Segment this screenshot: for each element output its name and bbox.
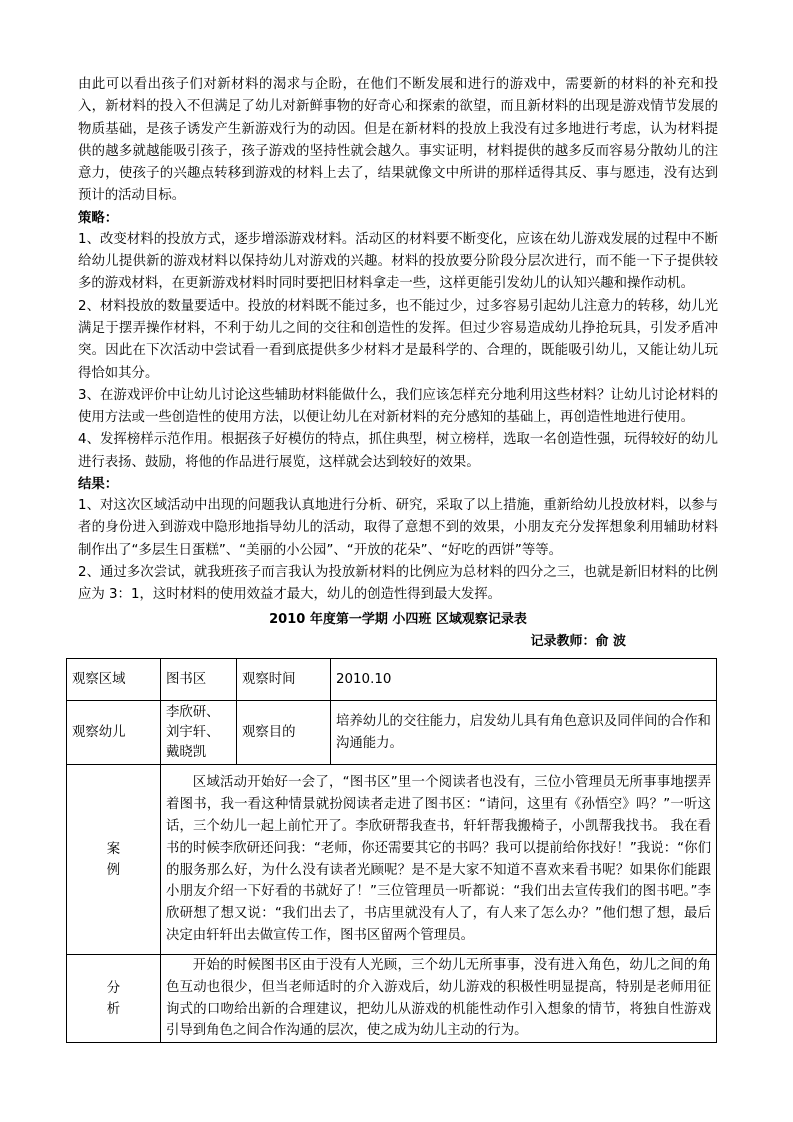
recorder-line: 记录教师：俞 波 <box>530 633 626 649</box>
document-page <box>78 74 718 653</box>
strategy-item-4: 4、发挥榜样示范作用。根据孩子好模仿的特点，抓住典型，树立榜样，选取一名创造性强，玩得较好的幼儿进行表扬、鼓励，将他的作品进行展览，这样就会达到较好的效果。 <box>78 432 718 470</box>
analysis-row <box>67 955 717 1043</box>
area-value: 图书区 <box>161 659 237 701</box>
case-row <box>67 765 717 955</box>
result-item-2: 2、通过多次尝试，就我班孩子而言我认为投放新材料的比例应为总材料的四分之三，也就是新旧材料的比例应为 3：1，这时材料的使用效益才最大，幼儿的创造性得到最大发挥。 <box>78 564 718 603</box>
analysis-label <box>67 955 161 1043</box>
strategy-item-1: 1、改变材料的投放方式，逐步增添游戏材料。活动区的材料要不断变化，应该在幼儿游戏发展的过程中不断给幼儿提供新的游戏材料以保持幼儿对游戏的兴趣。材料的投放要分阶段分层次进行，而不能一下子提供较多的游戏材料，在更新游戏材料时同时要把旧材料拿走一些，这样更能引发幼儿的认知兴趣和操作动机。 <box>78 231 718 292</box>
intro-paragraph: 由此可以看出孩子们对新材料的渴求与企盼，在他们不断发展和进行的游戏中，需要新的材料的补充和投入，新材料的投入不但满足了幼儿对新鲜事物的好奇心和探索的欲望，而且新材料的出现是游戏情节发展的物质基础，是孩子诱发产生新游戏行为的动因。但是在新材料的投放上我没有过多地进行考虑，认为材料提供的越多就越能吸引孩子，孩子游戏的坚持性就会越久。事实证明，材料提供的越多反而容易分散幼儿的注意力，使孩子的兴趣点转移到游戏的材料上去了，结果就像文中所讲的那样适得其反、事与愿违，没有达到预计的活动目标。 <box>78 77 718 204</box>
strategy-item-3: 3、在游戏评价中让幼儿讨论这些辅助材料能做什么，我们应该怎样充分地利用这些材料？让幼儿讨论材料的使用方法或一些创造性的使用方法，以便让幼儿在对新材料的充分感知的基础上，再创造性地进行使用。 <box>78 387 718 426</box>
goal-value: 培养幼儿的交往能力，启发幼儿具有角色意识及同伴间的合作和沟通能力。 <box>331 701 717 765</box>
observation-table <box>66 658 717 1043</box>
area-label: 观察区域 <box>67 659 161 701</box>
case-text-cell <box>161 765 717 955</box>
goal-label: 观察目的 <box>237 701 331 765</box>
area-row <box>67 659 717 701</box>
time-value: 2010.10 <box>331 659 717 701</box>
time-label: 观察时间 <box>237 659 331 701</box>
result-heading: 结果： <box>78 477 119 493</box>
children-label: 观察幼儿 <box>67 701 161 765</box>
analysis-label-char-2: 析 <box>106 1001 121 1017</box>
case-label-char-2: 例 <box>106 862 121 878</box>
analysis-label-char-1: 分 <box>106 980 121 996</box>
case-text: 区域活动开始好一会了，“图书区”里一个阅读者也没有，三位小管理员无所事事地摆弄着图书，我一看这种情景就扮阅读者走进了图书区：“请问，这里有《孙悟空》吗？”一听这话，三个幼儿一起上前忙开了。李欣研帮我查书，轩轩帮我搬椅子，小凯帮我找书。 我在看书的时候李欣研还问我：“老师，你还需要其它的书吗？我可以提前给你找好！”我说：“你们的服务那么好，为什么没有读者光顾呢？是不是大家不知道不喜欢来看书呢？如果你们能跟小朋友介绍一下好看的书就好了！”三位管理员一听都说：“我们出去宣传我们的图书吧。”李欣研想了想又说：“我们出去了，书店里就没有人了，有人来了怎么办？”他们想了想，最后决定由轩轩出去做宣传工作，图书区留两个管理员。 <box>166 775 711 943</box>
result-item-1: 1、对这次区域活动中出现的问题我认真地进行分析、研究，采取了以上措施，重新给幼儿投放材料，以参与者的身份进入到游戏中隐形地指导幼儿的活动，取得了意想不到的效果，小朋友充分发挥想象利用辅助材料制作出了“多层生日蛋糕”、“美丽的小公园”、“开放的花朵”、“好吃的西饼”等等。 <box>78 498 718 558</box>
children-row <box>67 701 717 765</box>
case-label-char-1: 案 <box>106 841 121 857</box>
record-title: 2010 年度第一学期 小四班 区域观察记录表 <box>269 611 527 627</box>
strategy-item-2: 2、材料投放的数量要适中。投放的材料既不能过多，也不能过少，过多容易引起幼儿注意力的转移，幼儿光满足于摆弄操作材料，不利于幼儿之间的交往和创造性的发挥。但过少容易造成幼儿挣抢玩具，引发矛盾冲突。因此在下次活动中尝试看一看到底提供多少材料才是最科学的、合理的，既能吸引幼儿，又能让幼儿玩得恰如其分。 <box>78 298 718 381</box>
analysis-text-cell <box>161 955 717 1043</box>
strategy-heading: 策略： <box>78 210 119 226</box>
children-value: 李欣研、刘宇轩、戴晓凯 <box>161 701 237 765</box>
analysis-text: 开始的时候图书区由于没有人光顾，三个幼儿无所事事，没有进入角色，幼儿之间的角色互动也很少，但当老师适时的介入游戏后，幼儿游戏的积极性明显提高，特别是老师用征询式的口吻给出新的合理建议，把幼儿从游戏的机能性动作引入想象的情节，将独自性游戏引导到角色之间合作沟通的层次，使之成为幼儿主动的行为。 <box>166 958 711 1039</box>
case-label <box>67 765 161 955</box>
